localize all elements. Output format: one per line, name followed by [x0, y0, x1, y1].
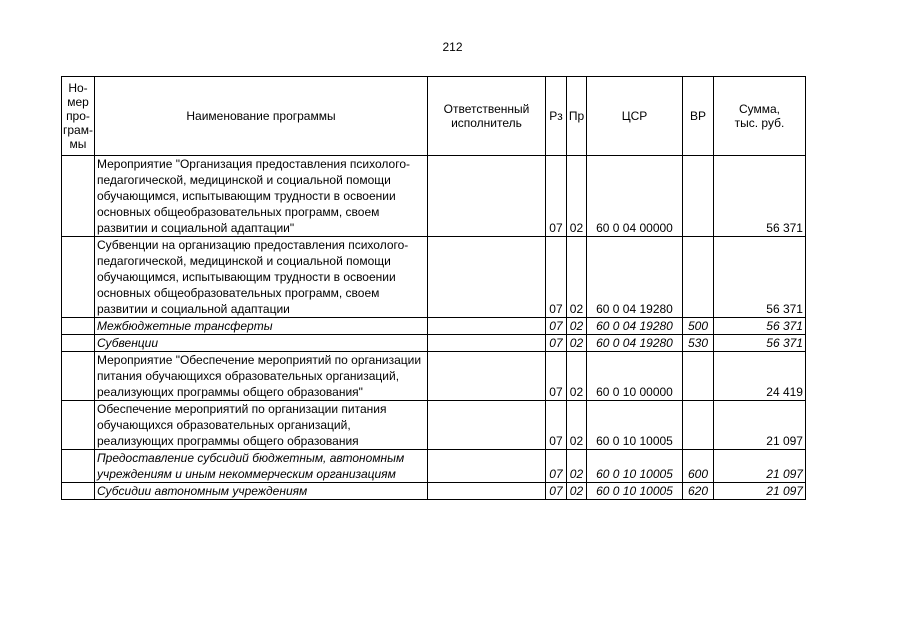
- table-body: [62, 156, 806, 500]
- row-number-cell: [62, 335, 95, 352]
- row-pr-cell: 02: [566, 156, 586, 237]
- row-number-cell: [62, 318, 95, 335]
- row-vr-cell: 530: [682, 335, 713, 352]
- row-csr-cell: 60 0 04 19280: [586, 318, 682, 335]
- row-vr-cell: [682, 352, 713, 401]
- row-sum-cell: 21 097: [713, 483, 805, 500]
- row-sum-cell: 56 371: [713, 237, 805, 318]
- row-responsible-cell: [427, 483, 545, 500]
- row-vr-cell: 500: [682, 318, 713, 335]
- row-csr-cell: 60 0 10 10005: [586, 483, 682, 500]
- header-responsible: Ответственный исполнитель: [427, 77, 545, 156]
- row-responsible-cell: [427, 335, 545, 352]
- header-sum: [713, 77, 805, 156]
- row-csr-cell: 60 0 04 19280: [586, 237, 682, 318]
- header-program-number-label: Но- мер про- грам- мы: [63, 81, 93, 151]
- row-vr-cell: [682, 156, 713, 237]
- row-pr-cell: 02: [566, 450, 586, 483]
- row-responsible-cell: [427, 450, 545, 483]
- row-name-cell: Субвенции: [94, 335, 427, 352]
- row-sum-cell: 56 371: [713, 335, 805, 352]
- row-responsible-cell: [427, 352, 545, 401]
- row-rz-cell: 07: [545, 401, 566, 450]
- table-row: [62, 237, 806, 318]
- table-row: [62, 318, 806, 335]
- row-number-cell: [62, 401, 95, 450]
- row-rz-cell: 07: [545, 237, 566, 318]
- table-header-row: [62, 77, 806, 156]
- row-responsible-cell: [427, 156, 545, 237]
- row-vr-cell: [682, 401, 713, 450]
- row-rz-cell: 07: [545, 450, 566, 483]
- row-sum-cell: 21 097: [713, 401, 805, 450]
- table-row: [62, 156, 806, 237]
- row-responsible-cell: [427, 401, 545, 450]
- table-row: [62, 335, 806, 352]
- row-rz-cell: 07: [545, 335, 566, 352]
- row-pr-cell: 02: [566, 335, 586, 352]
- table-row: [62, 352, 806, 401]
- row-pr-cell: 02: [566, 483, 586, 500]
- row-sum-cell: 24 419: [713, 352, 805, 401]
- row-csr-cell: 60 0 04 19280: [586, 335, 682, 352]
- row-name-cell: Межбюджетные трансферты: [94, 318, 427, 335]
- row-number-cell: [62, 450, 95, 483]
- header-sum-label: Сумма, тыс. руб.: [734, 102, 785, 130]
- row-rz-cell: 07: [545, 483, 566, 500]
- row-name-cell: Субвенции на организацию предоставления психолого-педагогической, медицинской и социальной помощи обучающимся, испытывающим трудности в освоении основных общеобразовательных программ, своем развитии и социальной адаптации: [94, 237, 427, 318]
- row-sum-cell: 56 371: [713, 156, 805, 237]
- header-csr: ЦСР: [586, 77, 682, 156]
- header-pr: Пр: [566, 77, 586, 156]
- row-csr-cell: 60 0 10 10005: [586, 401, 682, 450]
- header-vr: ВР: [682, 77, 713, 156]
- row-name-cell: Предоставление субсидий бюджетным, автономным учреждениям и иным некоммерческим организациям: [94, 450, 427, 483]
- row-rz-cell: 07: [545, 318, 566, 335]
- row-rz-cell: 07: [545, 156, 566, 237]
- row-csr-cell: 60 0 04 00000: [586, 156, 682, 237]
- row-csr-cell: 60 0 10 10005: [586, 450, 682, 483]
- header-program-number: [62, 77, 95, 156]
- row-csr-cell: 60 0 10 00000: [586, 352, 682, 401]
- row-sum-cell: 56 371: [713, 318, 805, 335]
- row-pr-cell: 02: [566, 318, 586, 335]
- header-program-name: Наименование программы: [94, 77, 427, 156]
- row-name-cell: Мероприятие "Обеспечение мероприятий по организации питания обучающихся образовательных организаций, реализующих программы общего образования": [94, 352, 427, 401]
- budget-table: [61, 76, 806, 500]
- page-number: 212: [442, 40, 463, 54]
- table-row: [62, 450, 806, 483]
- row-name-cell: Обеспечение мероприятий по организации питания обучающихся образовательных организаций, реализующих программы общего образования: [94, 401, 427, 450]
- row-number-cell: [62, 156, 95, 237]
- row-name-cell: Мероприятие "Организация предоставления психолого-педагогической, медицинской и социальной помощи обучающимся, испытывающим трудности в освоении основных общеобразовательных программ, своем развитии и социальной адаптации": [94, 156, 427, 237]
- row-pr-cell: 02: [566, 237, 586, 318]
- row-number-cell: [62, 237, 95, 318]
- row-vr-cell: 620: [682, 483, 713, 500]
- row-sum-cell: 21 097: [713, 450, 805, 483]
- row-responsible-cell: [427, 318, 545, 335]
- row-number-cell: [62, 352, 95, 401]
- table-row: [62, 401, 806, 450]
- table-row: [62, 483, 806, 500]
- row-pr-cell: 02: [566, 352, 586, 401]
- row-name-cell: Субсидии автономным учреждениям: [94, 483, 427, 500]
- row-number-cell: [62, 483, 95, 500]
- header-rz: Рз: [545, 77, 566, 156]
- row-rz-cell: 07: [545, 352, 566, 401]
- row-pr-cell: 02: [566, 401, 586, 450]
- row-vr-cell: [682, 237, 713, 318]
- row-responsible-cell: [427, 237, 545, 318]
- row-vr-cell: 600: [682, 450, 713, 483]
